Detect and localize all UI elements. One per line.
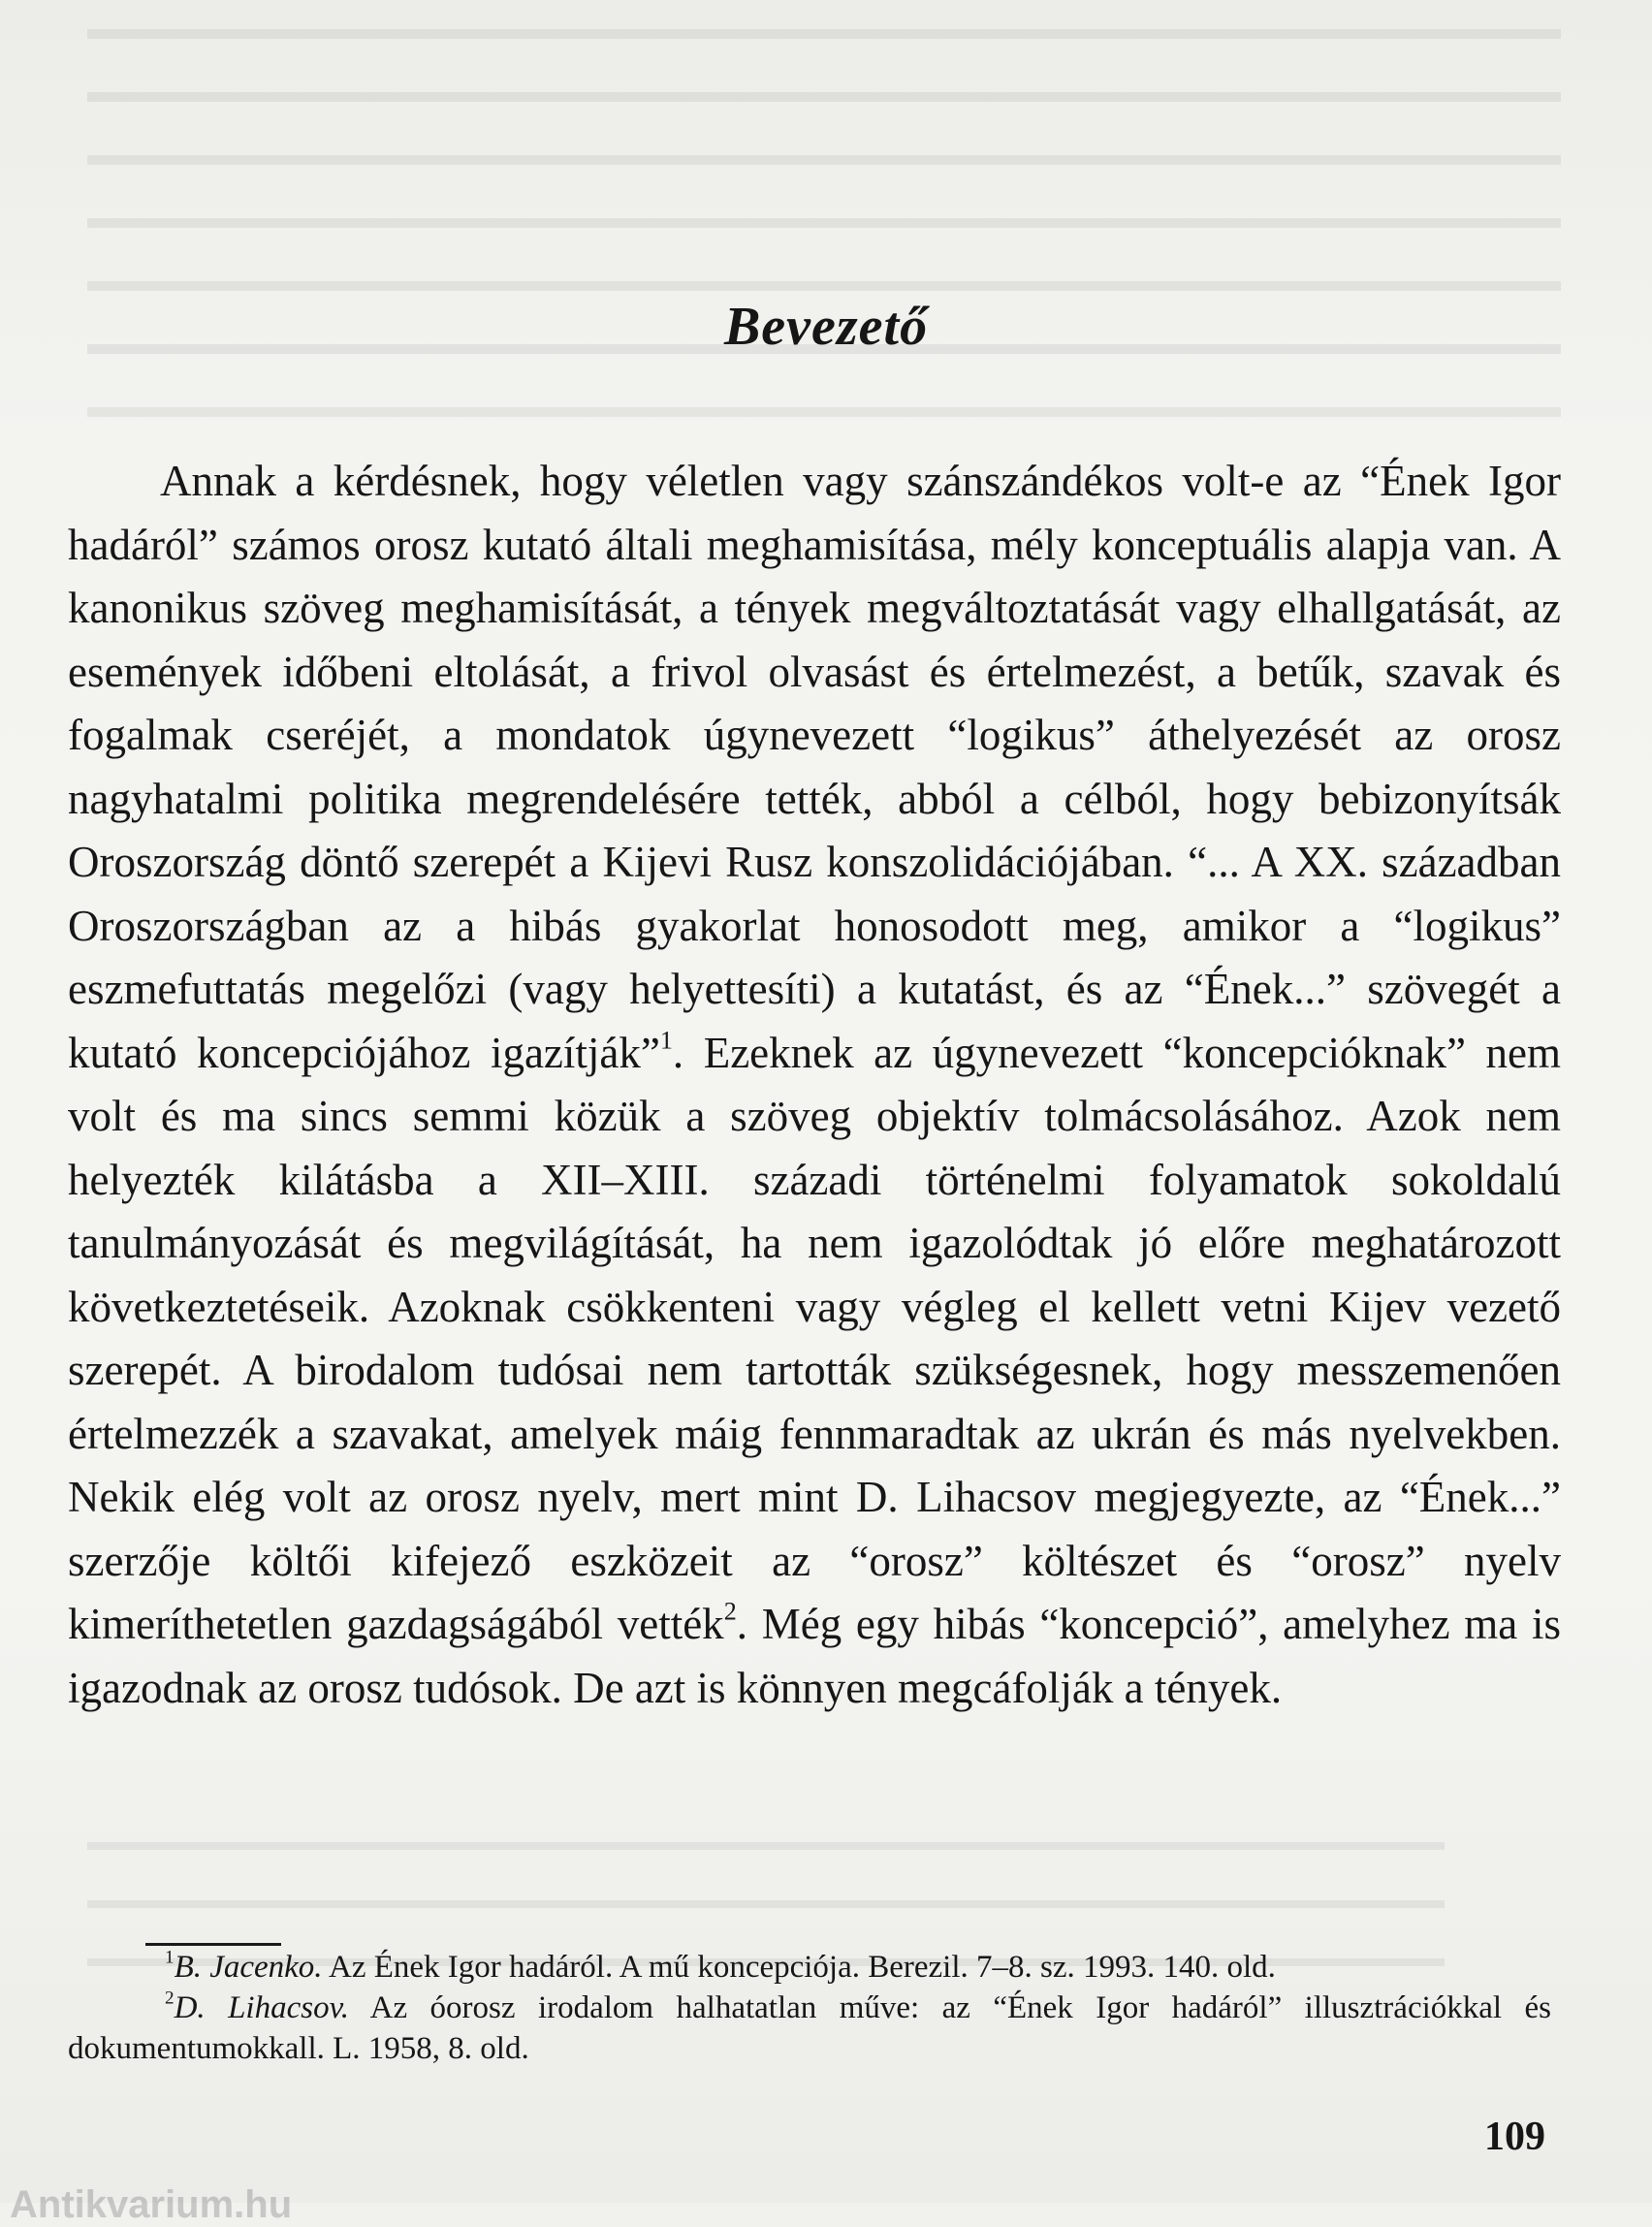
paragraph-part-3: . Még egy hibás “koncepció”, amelyhez ma is igazodnak az orosz tudósok. De azt is könnyen megcáfolják a tények. bbox=[68, 1600, 1562, 1712]
footnote-ref-1[interactable]: 1 bbox=[659, 1025, 673, 1054]
footnote-1-author: B. Jacenko. bbox=[174, 1950, 323, 1985]
footnote-2-text: Az óorosz irodalom halhatatlan műve: az “Ének Igor hadáról” illusztrációkkal és dokumentumokkall. L. 1958, 8. old. bbox=[68, 1990, 1551, 2066]
footnote-divider bbox=[145, 1943, 281, 1946]
footnote-2-author: D. Lihacsov. bbox=[174, 1990, 350, 2025]
footnote-1-text: Az Ének Igor hadáról. A mű koncepciója. Berezil. 7–8. sz. 1993. 140. old. bbox=[322, 1950, 1276, 1985]
footnote-1 bbox=[68, 1947, 1551, 1988]
body-paragraph bbox=[68, 450, 1561, 1720]
paragraph-part-1: Annak a kérdésnek, hogy véletlen vagy szánszándékos volt-e az “Ének Igor hadáról” számos orosz kutató általi meghamisítása, mély konceptuális alapja van. A kanonikus szöveg meghamisítását, a tények megváltoztatását vagy elhallgatását, az események időbeni eltolását, a frivol olvasást és értelmezést, a betűk, szavak és fogalmak cseréjét, a mondatok úgynevezett “logikus” áthelyezését az orosz nagyhatalmi politika megrendelésére tették, abból a célból, hogy bebizonyítsák Oroszország döntő szerepét a Kijevi Rusz konszolidációjában. “... A XX. században Oroszországban az a hibás gyakorlat honosodott meg, amikor a “logikus” eszmefuttatás megelőzi (vagy helyettesíti) a kutatást, és az “Ének...” szövegét a kutató koncepciójához igazítják” bbox=[68, 457, 1561, 1077]
footnote-1-mark: 1 bbox=[165, 1947, 175, 1968]
footnotes bbox=[68, 1947, 1551, 2069]
page-number: 109 bbox=[1484, 2115, 1545, 2159]
footnote-2-mark: 2 bbox=[165, 1988, 175, 2009]
footnote-ref-2[interactable]: 2 bbox=[723, 1597, 737, 1626]
footnote-2 bbox=[68, 1988, 1551, 2069]
watermark: Antikvarium.hu bbox=[10, 2183, 293, 2226]
main-text bbox=[68, 450, 1561, 1720]
paragraph-part-2: . Ezeknek az úgynevezett “koncepcióknak” nem volt és ma sincs semmi közük a szöveg objektív tolmácsolásához. Azok nem helyezték kilátásba a XII–XIII. századi történelmi folyamatok sokoldalú tanulmányozását és megvilágítását, ha nem igazolódtak jó előre meghatározott következtetéseik. Azoknak csökkenteni vagy végleg el kellett vetni Kijev vezető szerepét. A birodalom tudósai nem tartották szükségesnek, hogy messzemenően értelmezzék a szavakat, amelyek máig fennmaradtak az ukrán és más nyelvekben. Nekik elég volt az orosz nyelv, mert mint D. Lihacsov megjegyezte, az “Ének...” szerzője költői kifejező eszközeit az “orosz” költészet és “orosz” nyelv kimeríthetetlen gazdagságából vették bbox=[68, 1028, 1561, 1648]
chapter-title: Bevezető bbox=[723, 297, 929, 357]
